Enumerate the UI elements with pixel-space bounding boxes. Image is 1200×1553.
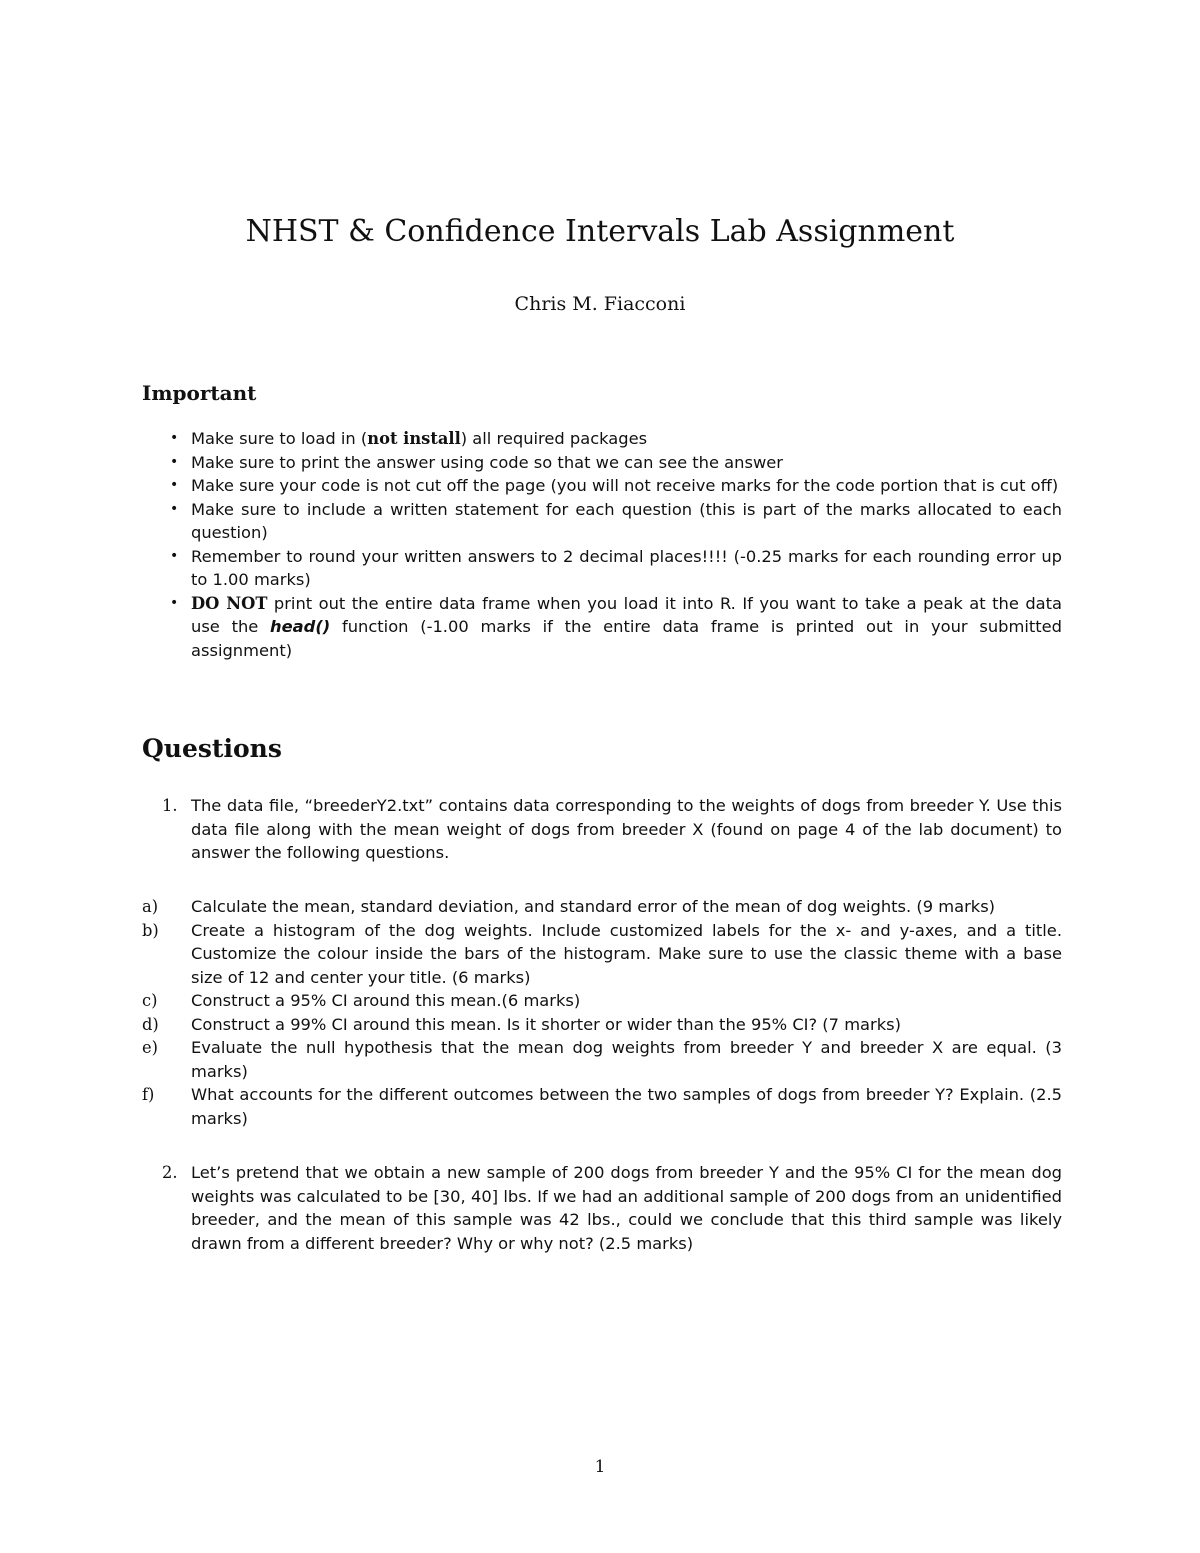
question-1 bbox=[142, 794, 1062, 865]
part-text: Evaluate the null hypothesis that the mean dog weights from breeder Y and breeder X are equal. (3 marks) bbox=[191, 1038, 1062, 1081]
list-item bbox=[142, 989, 1062, 1013]
document-title: NHST & Confidence Intervals Lab Assignment bbox=[245, 214, 955, 249]
part-text: Create a histogram of the dog weights. Include customized labels for the x- and y-axes, and a title. Customize the colour inside the bars of the histogram. Make sure to use the classic theme with a base size of 12 and center your title. (6 marks) bbox=[191, 920, 1062, 987]
part-text: What accounts for the different outcomes between the two samples of dogs from breeder Y? Explain. (2.5 marks) bbox=[191, 1085, 1062, 1128]
list-item: • Make sure to include a written statement for each question (this is part of the marks allocated to each question) bbox=[170, 499, 1062, 542]
list-item bbox=[142, 1083, 1062, 1130]
part-letter: c) bbox=[142, 991, 158, 1010]
part-text: Calculate the mean, standard deviation, and standard error of the mean of dog weights. (9 marks) bbox=[191, 897, 996, 916]
part-letter: d) bbox=[142, 1014, 159, 1034]
bullet-icon: • bbox=[170, 500, 179, 517]
question-2 bbox=[142, 1161, 1062, 1255]
list-item: • Make sure to load in (not install) all required packages bbox=[142, 427, 1062, 451]
question-1-parts bbox=[142, 895, 1062, 1130]
list-item bbox=[142, 895, 1062, 919]
emphasis-text: DO NOT bbox=[191, 593, 268, 613]
part-text: Construct a 99% CI around this mean. Is it shorter or wider than the 95% CI? (7 marks) bbox=[191, 1014, 901, 1034]
part-letter: b) bbox=[142, 920, 159, 940]
bullet-icon: • bbox=[170, 547, 179, 564]
list-item bbox=[142, 1036, 1062, 1083]
page-number: 1 bbox=[594, 1457, 606, 1477]
function-name-text: head() bbox=[270, 617, 331, 636]
bullet-icon: • bbox=[170, 430, 179, 446]
document-author: Chris M. Fiacconi bbox=[514, 293, 686, 315]
emphasis-text: not install bbox=[367, 429, 461, 448]
part-text: Construct a 95% CI around this mean.(6 marks) bbox=[191, 991, 581, 1010]
questions-heading: Questions bbox=[142, 734, 282, 763]
question-text: The data file, “breederY2.txt” contains data corresponding to the weights of dogs from breeder Y. Use this data file along with the mean weight of dogs from breeder X (found on page 4 of the lab document) to answer the following questions. bbox=[191, 796, 1062, 862]
list-item: • Remember to round your written answers to 2 decimal places!!!! (-0.25 marks for each rounding error up to 1.00 marks) bbox=[170, 546, 1062, 589]
list-item: • Make sure your code is not cut off the page (you will not receive marks for the code portion that is cut off) bbox=[142, 474, 1062, 498]
list-item: • DO NOT print out the entire data frame when you load it into R. If you want to take a peak at the data use the head() function (-1.00 marks if the entire data frame is printed out in your submitted assignment) bbox=[170, 593, 1063, 660]
important-list bbox=[142, 427, 1062, 662]
part-letter: f) bbox=[142, 1085, 155, 1104]
list-item: • Make sure to print the answer using code so that we can see the answer bbox=[142, 451, 1062, 475]
bullet-icon: • bbox=[170, 594, 179, 611]
bullet-icon: • bbox=[170, 477, 179, 493]
list-item bbox=[142, 919, 1062, 990]
question-number: 2. bbox=[162, 1163, 178, 1182]
bullet-icon: • bbox=[170, 453, 179, 470]
question-number: 1. bbox=[162, 796, 178, 815]
list-item bbox=[142, 1013, 1062, 1037]
part-letter: e) bbox=[142, 1038, 158, 1057]
part-letter: a) bbox=[142, 897, 159, 916]
question-text: Let’s pretend that we obtain a new sample of 200 dogs from breeder Y and the 95% CI for the mean dog weights was calculated to be [30, 40] lbs. If we had an additional sample of 200 dogs from an unidentified breeder, and the mean of this sample was 42 lbs., could we conclude that this third sample was likely drawn from a different breeder? Why or why not? (2.5 marks) bbox=[191, 1163, 1062, 1253]
important-heading: Important bbox=[142, 381, 257, 405]
